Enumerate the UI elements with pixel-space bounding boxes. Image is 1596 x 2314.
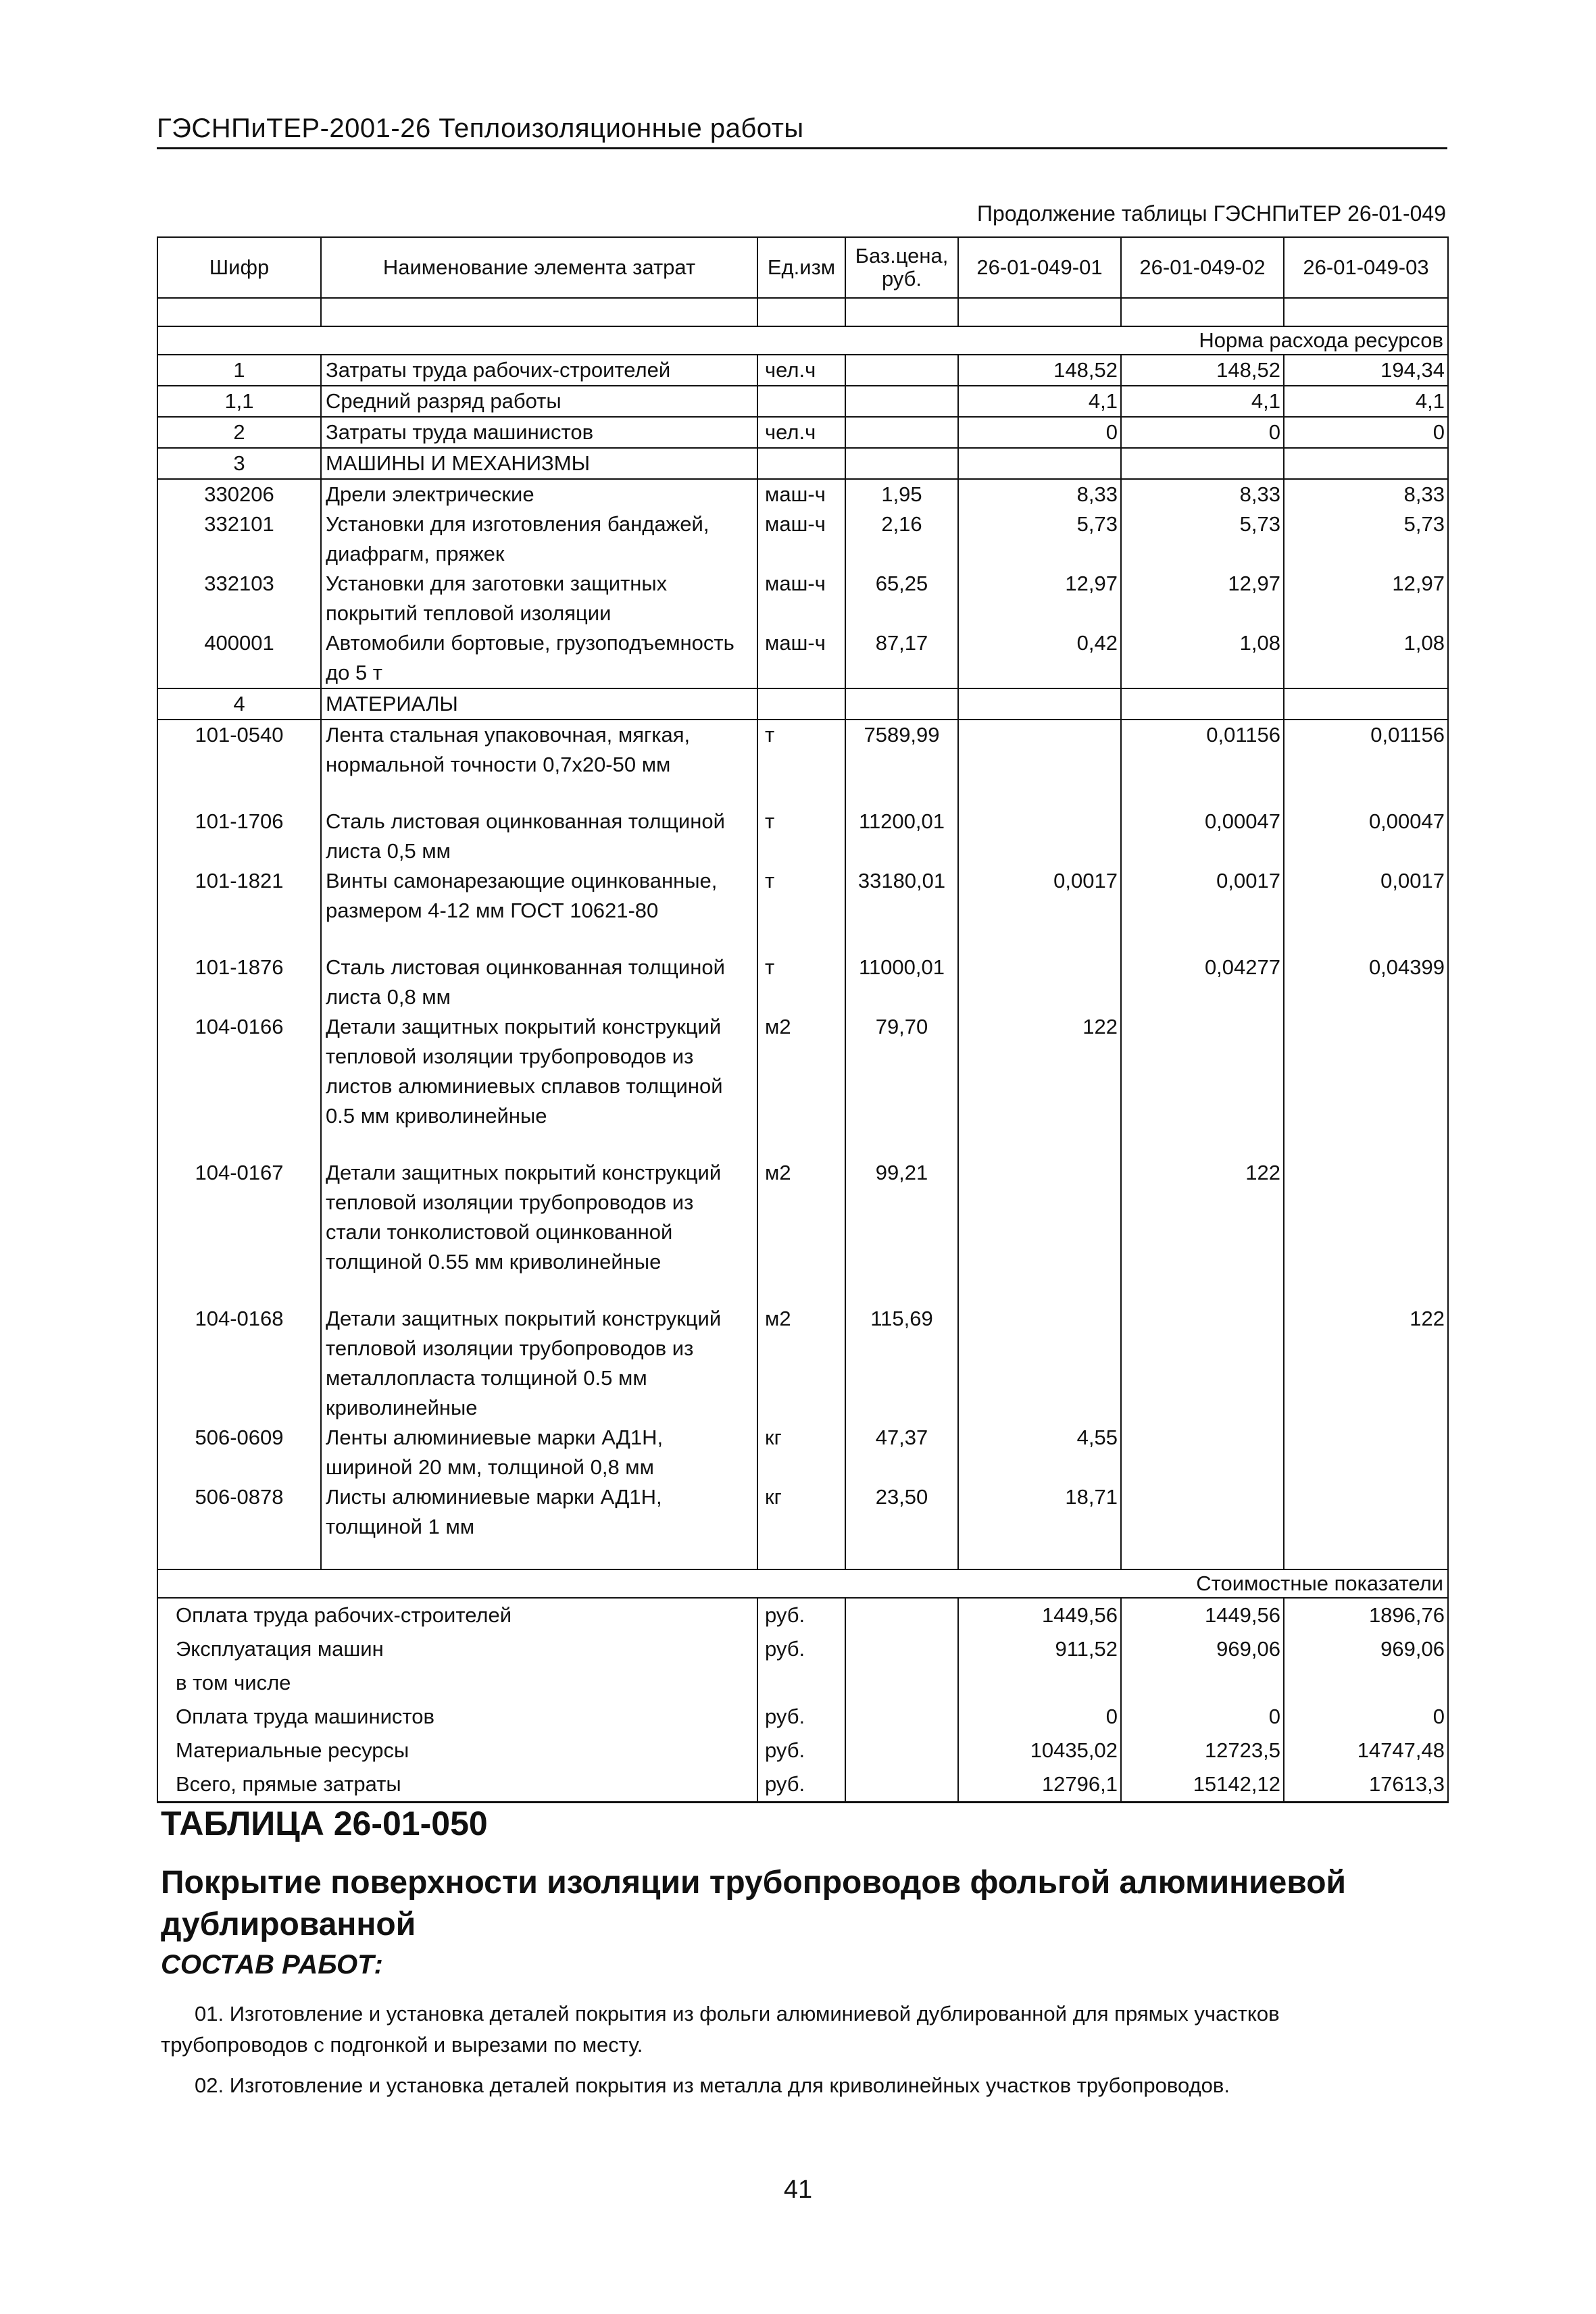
works-item: 02. Изготовление и установка деталей покрытия из металла для криволинейных участков трубопроводов. <box>195 2073 1230 2097</box>
cost-row: Всего, прямые затраты руб. 12796,1 15142,12 17613,3 <box>157 1767 1448 1803</box>
table-row: 101-1821 Винты самонарезающие оцинкованные, размером 4-12 мм ГОСТ 10621-80 т 33180,01 0,0017 0,0017 0,0017 <box>157 866 1448 926</box>
spacer-row <box>157 1277 1448 1304</box>
table-row: 506-0609 Ленты алюминиевые марки АД1Н, шириной 20 мм, толщиной 0,8 мм кг 47,37 4,55 <box>157 1423 1448 1482</box>
table-row: 506-0878 Листы алюминиевые марки АД1Н, толщиной 1 мм кг 23,50 18,71 <box>157 1482 1448 1542</box>
spacer-row <box>157 1542 1448 1569</box>
page-number: 41 <box>783 2175 813 2204</box>
cost-caption: Стоимостные показатели <box>157 1569 1448 1598</box>
table-row: 330206 Дрели электрические маш-ч 1,95 8,33 8,33 8,33 <box>157 479 1448 509</box>
cost-row: Оплата труда машинистов руб. 0 0 0 <box>157 1700 1448 1734</box>
table-row: 1,1 Средний разряд работы 4,1 4,1 4,1 <box>157 386 1448 417</box>
spacer-row <box>157 298 1448 326</box>
header-unit: Ед.изм <box>757 237 845 298</box>
header-col2: 26-01-049-02 <box>1121 237 1284 298</box>
table-row: 104-0167 Детали защитных покрытий конструкций тепловой изоляции трубопроводов из стали тонколистовой оцинкованной толщиной 0.55 мм криволинейные м2 99,21 122 <box>157 1158 1448 1277</box>
table-row: 104-0168 Детали защитных покрытий конструкций тепловой изоляции трубопроводов из металлопласта толщиной 0.5 мм криволинейные м2 115,69 122 <box>157 1304 1448 1423</box>
table-row: 104-0166 Детали защитных покрытий конструкций тепловой изоляции трубопроводов из листов алюминиевых сплавов толщиной 0.5 мм криволинейные м2 79,70 122 <box>157 1012 1448 1131</box>
header-name: Наименование элемента затрат <box>321 237 757 298</box>
header-rule <box>157 147 1447 149</box>
cost-row: в том числе <box>157 1666 1448 1700</box>
table-header-row <box>157 237 1448 298</box>
table-continuation-label: Продолжение таблицы ГЭСНПиТЕР 26-01-049 <box>977 201 1446 226</box>
works-list <box>161 1998 1431 2111</box>
table-row: 332103 Установки для заготовки защитных покрытий тепловой изоляции маш-ч 65,25 12,97 12,97 12,97 <box>157 569 1448 628</box>
header-code: Шифр <box>157 237 321 298</box>
header-col1: 26-01-049-01 <box>958 237 1121 298</box>
table-row: 2 Затраты труда машинистов чел.ч 0 0 0 <box>157 417 1448 448</box>
section-row: 4 МАТЕРИАЛЫ <box>157 688 1448 720</box>
next-table-title: ТАБЛИЦА 26-01-050 <box>161 1805 488 1842</box>
spacer-row <box>157 926 1448 953</box>
table-row: 101-1706 Сталь листовая оцинкованная толщиной листа 0,5 мм т 11200,01 0,00047 0,00047 <box>157 807 1448 866</box>
resource-table-wrapper <box>157 236 1447 1803</box>
next-table-subtitle: Покрытие поверхности изоляции трубопроводов фольгой алюминиевой дублированной <box>161 1865 1347 1942</box>
cost-caption-row <box>157 1569 1448 1598</box>
cost-row: Материальные ресурсы руб. 10435,02 12723,5 14747,48 <box>157 1734 1448 1767</box>
works-item: 01. Изготовление и установка деталей покрытия из фольги алюминиевой дублированной для прямых участков трубопроводов с подгонкой и вырезами по месту. <box>161 2002 1280 2057</box>
table-row: 332101 Установки для изготовления бандажей, диафрагм, пряжек маш-ч 2,16 5,73 5,73 5,73 <box>157 509 1448 569</box>
section-row: 3 МАШИНЫ И МЕХАНИЗМЫ <box>157 448 1448 479</box>
norm-caption-row <box>157 326 1448 355</box>
table-row: 101-1876 Сталь листовая оцинкованная толщиной листа 0,8 мм т 11000,01 0,04277 0,04399 <box>157 953 1448 1012</box>
header-col3: 26-01-049-03 <box>1284 237 1448 298</box>
works-title: СОСТАВ РАБОТ: <box>161 1950 383 1980</box>
cost-row: Оплата труда рабочих-строителей руб. 1449,56 1449,56 1896,76 <box>157 1598 1448 1632</box>
norm-caption: Норма расхода ресурсов <box>157 326 1448 355</box>
spacer-row <box>157 1131 1448 1158</box>
table-row: 1 Затраты труда рабочих-строителей чел.ч 148,52 148,52 194,34 <box>157 355 1448 386</box>
table-row: 400001 Автомобили бортовые, грузоподъемность до 5 т маш-ч 87,17 0,42 1,08 1,08 <box>157 628 1448 688</box>
header-price: Баз.цена, руб. <box>845 237 958 298</box>
resource-table <box>157 236 1449 1803</box>
spacer-row <box>157 780 1448 807</box>
cost-row: Эксплуатация машин руб. 911,52 969,06 969,06 <box>157 1632 1448 1666</box>
document-header: ГЭСНПиТЕР-2001-26 Теплоизоляционные работы <box>157 114 804 143</box>
table-row: 101-0540 Лента стальная упаковочная, мягкая, нормальной точности 0,7х20-50 мм т 7589,99 0,01156 0,01156 <box>157 720 1448 780</box>
